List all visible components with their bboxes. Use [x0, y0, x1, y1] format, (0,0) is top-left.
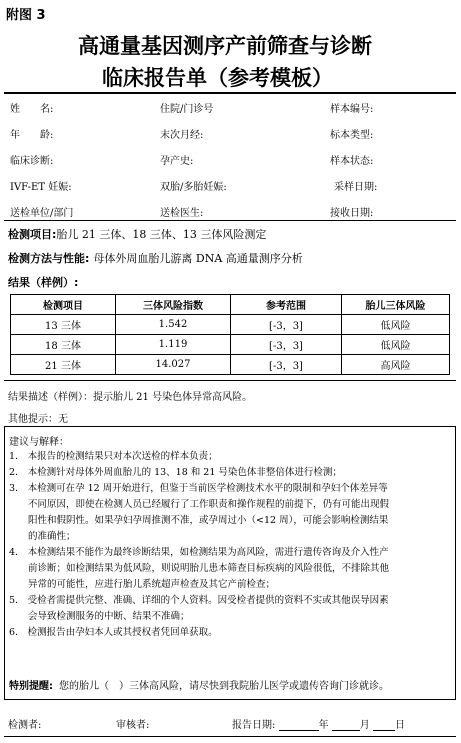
- advice-line: 阳性和假阴性。如果孕妇孕周推测不准，或孕周过小（<12 周），可能会影响检测结果: [9, 515, 389, 526]
- special-text: 您的胎儿（ ）三体高风险，请尽快到我院胎儿医学或遗传咨询门诊就诊。: [59, 681, 389, 692]
- page-title-line1: 高通量基因测序产前筛查与诊断: [78, 34, 372, 58]
- day-label: 日: [394, 720, 405, 731]
- figure-label: 附图 3: [6, 8, 46, 23]
- cell-fetal-risk: 高风险: [342, 355, 450, 375]
- advice-line: 6. 检测报告由孕妇本人或其授权者凭回单获取。: [9, 627, 218, 638]
- cell-test-item: 13 三体: [11, 315, 116, 335]
- field-inpatient-no: 住院/门诊号: [160, 104, 214, 115]
- field-receive-date: 接收日期:: [330, 208, 374, 219]
- month-label: 月: [359, 720, 370, 731]
- report-date-label: 报告日期:: [232, 720, 276, 731]
- month-blank: [332, 719, 360, 731]
- col-header-fetal-risk: 胎儿三体风险: [342, 295, 450, 315]
- col-header-test-item: 检测项目: [11, 295, 116, 315]
- special-reminder: [9, 677, 389, 692]
- field-sample-status: 样本状态:: [330, 156, 374, 167]
- advice-list: [9, 449, 389, 641]
- bottom-divider: [4, 736, 456, 737]
- field-sample-no: 样本编号:: [330, 104, 374, 115]
- field-sampling-date: 采样日期:: [334, 182, 378, 193]
- test-item-line: [8, 226, 266, 242]
- method-value: 母体外周血胎儿游离 DNA 高通量测序分析: [93, 252, 303, 265]
- year-label: 年: [318, 720, 329, 731]
- results-header-row: [11, 295, 450, 315]
- cell-reference-range: [-3，3]: [231, 335, 342, 355]
- results-table: [10, 294, 450, 375]
- advice-box: [4, 426, 456, 700]
- test-item-label: 检测项目:: [8, 228, 57, 241]
- field-sending-unit: 送检单位/部门: [10, 208, 74, 219]
- cell-risk-index: 1.542: [116, 315, 231, 335]
- field-ivf-et: IVF-ET 妊娠:: [10, 182, 72, 193]
- table-row: [11, 315, 450, 335]
- cell-test-item: 21 三体: [11, 355, 116, 375]
- cell-fetal-risk: 低风险: [342, 335, 450, 355]
- field-twin: 双胎/多胎妊娠:: [160, 182, 227, 193]
- advice-line: 2. 本检测针对母体外周血胎儿的 13、18 和 21 号染色体非整倍体进行检测；: [9, 467, 342, 478]
- cell-risk-index: 14.027: [116, 355, 231, 375]
- cell-reference-range: [-3，3]: [231, 315, 342, 335]
- footer-tester: 检测者:: [8, 720, 42, 731]
- advice-line: 4. 本检测结果不能作为最终诊断结果，如检测结果为高风险，需进行遗传咨询及介入性产: [9, 547, 389, 558]
- field-pregnancy-history: 孕产史:: [160, 156, 194, 167]
- table-row: [11, 335, 450, 355]
- page-title-line2: 临床报告单（参考模板）: [102, 66, 333, 90]
- advice-line: 异常的可能性，应进行胎儿系统超声检查及其它产前检查；: [9, 579, 276, 590]
- table-row: [11, 355, 450, 375]
- cell-reference-range: [-3，3]: [231, 355, 342, 375]
- advice-line: 5. 受检者需提供完整、准确、详细的个人资料。因受检者提供的资料不实或其他误导因素: [9, 595, 389, 606]
- field-name: 姓 名:: [10, 104, 54, 115]
- results-divider: [4, 380, 456, 381]
- advice-line: 会导致检测服务的中断、结果不准确；: [9, 611, 190, 622]
- cell-fetal-risk: 低风险: [342, 315, 450, 335]
- field-age: 年 龄:: [10, 130, 54, 141]
- method-line: [8, 250, 303, 266]
- info-divider: [4, 220, 456, 221]
- cell-test-item: 18 三体: [11, 335, 116, 355]
- top-divider: [4, 92, 456, 94]
- advice-title: 建议与解释：: [9, 437, 69, 448]
- other-hint: 其他提示：无: [8, 414, 68, 425]
- advice-line: 前诊断；如检测结果为低风险，则说明胎儿患本筛查目标疾病的风险很低，不排除其他: [9, 563, 390, 574]
- col-header-risk-index: 三体风险指数: [116, 295, 231, 315]
- advice-line: 3. 本检测可在孕 12 周开始进行，但鉴于当前医学检测技术水平的限制和孕妇个体差异等: [9, 483, 388, 494]
- result-description: 结果描述（样例）：提示胎儿 21 号染色体异常高风险。: [8, 392, 253, 403]
- cell-risk-index: 1.119: [116, 335, 231, 355]
- field-last-menses: 末次月经:: [160, 130, 204, 141]
- results-label: 结果（样例）:: [8, 276, 79, 289]
- day-blank: [373, 719, 395, 731]
- footer-report-date: [232, 716, 405, 731]
- field-clinical-diagnosis: 临床诊断:: [10, 156, 54, 167]
- advice-line: 不同原因，即使在检测人员已经履行了工作职责和操作规程的前提下，仍有可能出现假: [9, 499, 390, 510]
- special-label: 特别提醒:: [9, 681, 53, 692]
- field-sample-type: 标本类型:: [330, 130, 374, 141]
- method-label: 检测方法与性能:: [8, 252, 90, 265]
- field-sending-doctor: 送检医生:: [160, 208, 204, 219]
- footer-reviewer: 审核者:: [116, 720, 150, 731]
- advice-line: 1. 本报告的检测结果只对本次送检的样本负责；: [9, 451, 218, 462]
- col-header-reference-range: 参考范围: [231, 295, 342, 315]
- year-blank: [279, 719, 319, 731]
- advice-line: 的准确性；: [9, 531, 76, 542]
- test-item-value: 胎儿 21 三体、18 三体、13 三体风险测定: [56, 228, 267, 241]
